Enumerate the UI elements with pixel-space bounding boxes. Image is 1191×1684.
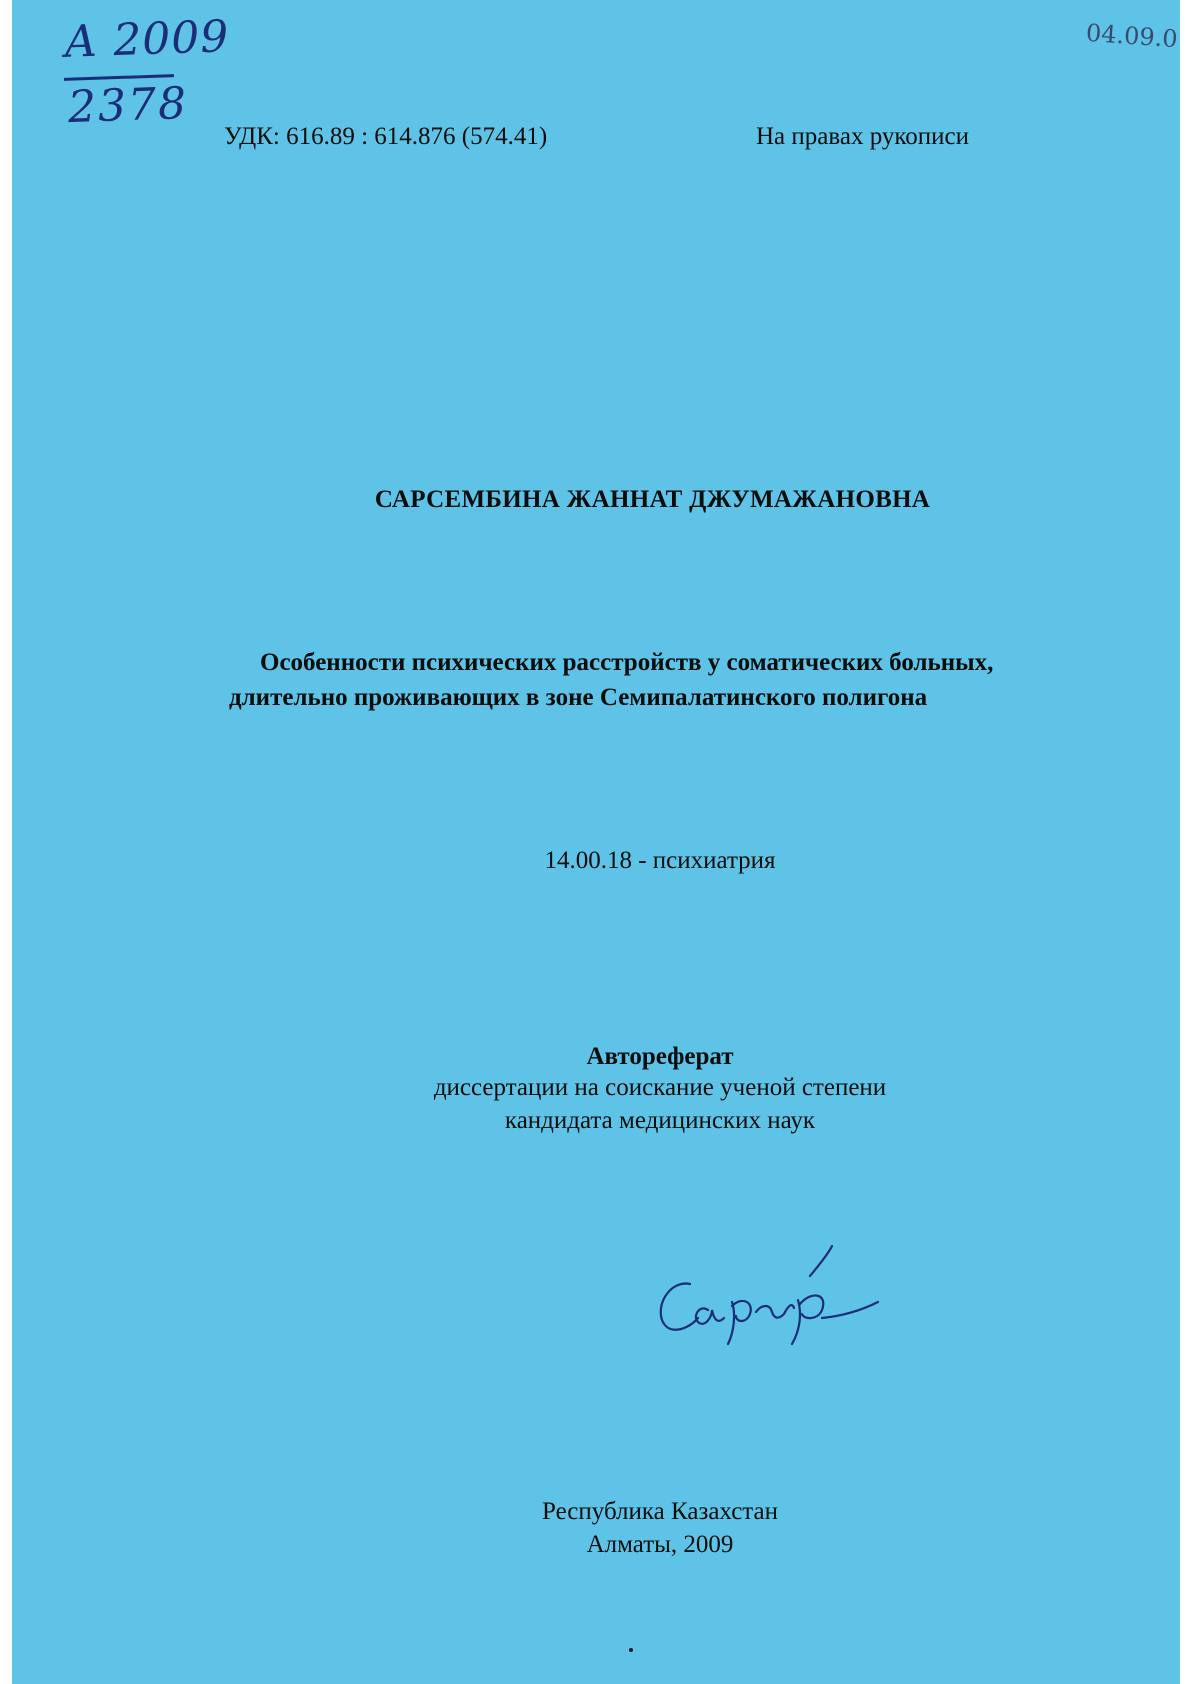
specialty-code: 14.00.18 - психиатрия [544,847,776,874]
thesis-title-line-1: Особенности психических расстройств у соматических больных, [260,649,994,676]
udk-code: УДК: 616.89 : 614.876 (574.41) [224,123,548,150]
country: Республика Казахстан [542,1498,778,1525]
handwritten-sub-number: 2378 [67,77,189,134]
abstract-heading: Автореферат [586,1043,734,1070]
city-year: Алматы, 2009 [586,1531,734,1558]
thesis-title-line-2: длительно проживающих в зоне Семипалатинского полигона [229,684,928,711]
handwritten-inventory-number: А 2009 [63,11,231,68]
abstract-line-1: диссертации на соискание ученой степени [433,1074,887,1101]
author-name: САРСЕМБИНА ЖАННАТ ДЖУМАЖАНОВНА [374,486,931,513]
ink-speck [629,1648,633,1652]
author-signature [652,1240,892,1350]
blue-cover-sheet [12,0,1180,1684]
abstract-line-2: кандидата медицинских наук [504,1107,816,1134]
scan-margin [1180,0,1191,1684]
rights-notice: На правах рукописи [756,123,969,150]
handwritten-date: 04.09.0 [1085,18,1179,54]
